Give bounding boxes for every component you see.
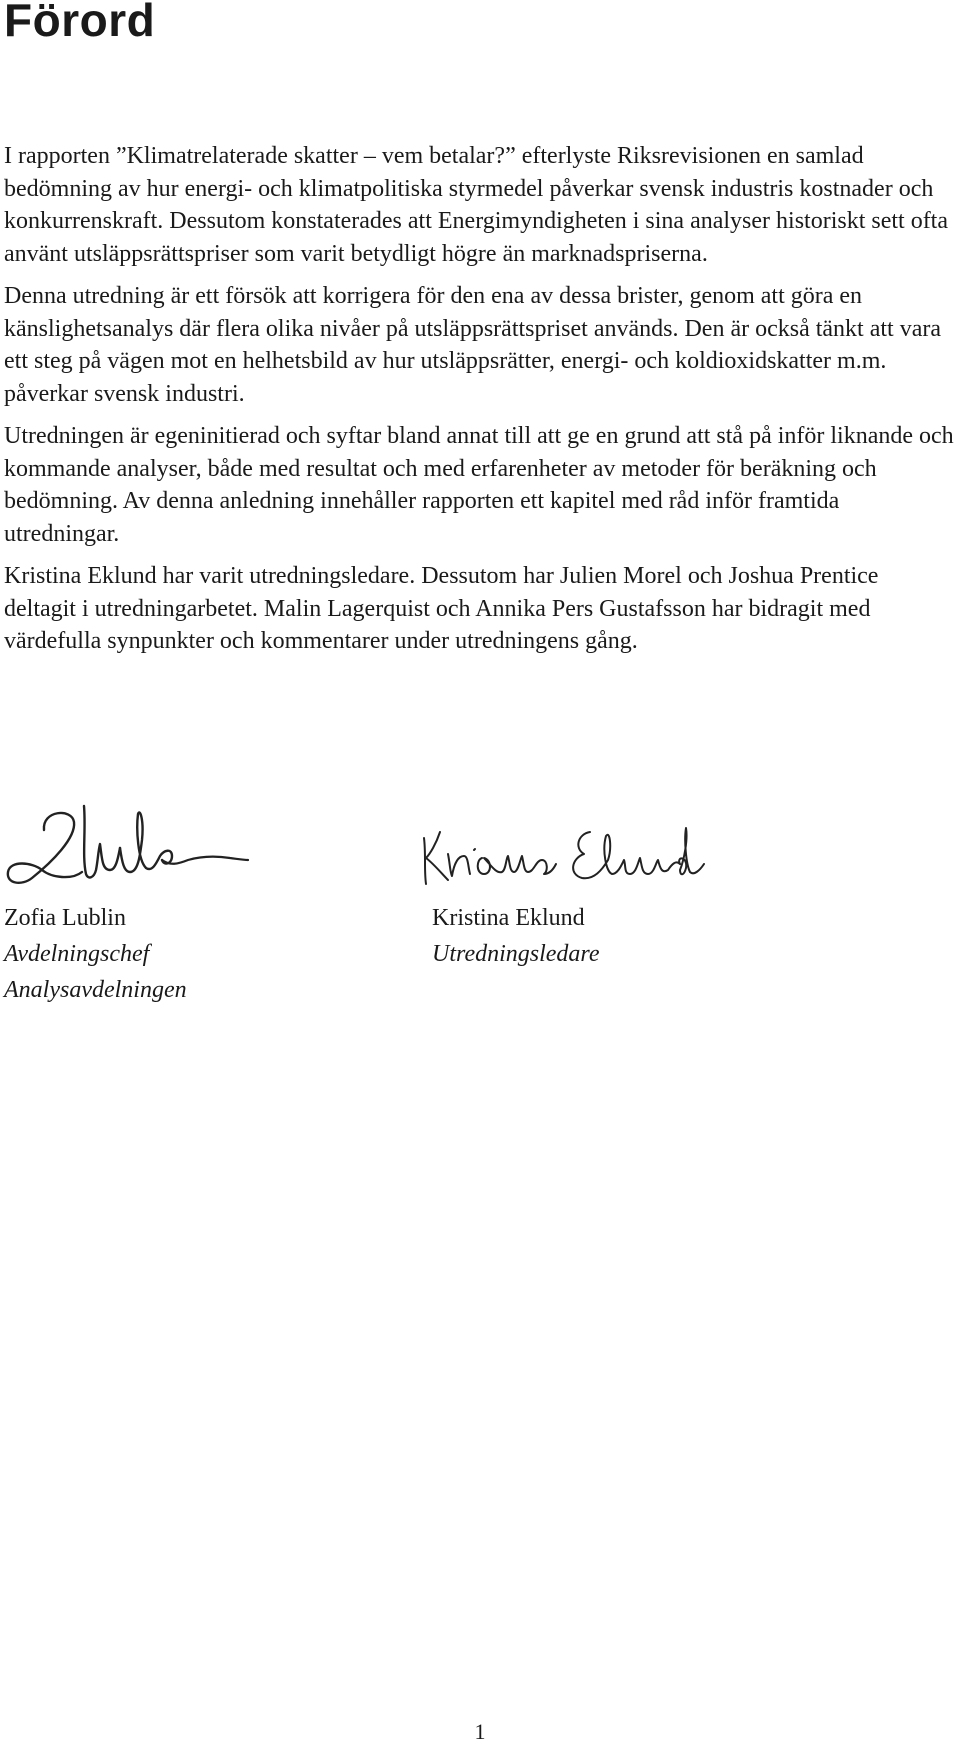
signatory-text xyxy=(432,900,600,972)
page-title: Förord xyxy=(4,0,156,46)
handwritten-signature-eklund xyxy=(418,820,708,890)
paragraph: Denna utredning är ett försök att korrigera för den ena av dessa brister, genom att göra en känslighetsanalys där flera olika nivåer på utsläppsrättspriset används. Den är också tänkt att vara ett steg på vägen mot en helhetsbild av hur utsläppsrätter, energi- och koldioxidskatter m.m. påverkar svensk industri. xyxy=(4,283,942,407)
signatory-title: Utredningsledare xyxy=(432,941,600,967)
handwritten-signature-lublin xyxy=(2,800,252,890)
signatory-title: Avdelningschef xyxy=(4,941,150,967)
paragraph: Utredningen är egeninitierad och syftar bland annat till att ge en grund att stå på inför liknande och kommande analyser, både med resultat och med erfarenheter av metoder för beräkning och bedömning. Av denna anledning innehåller rapporten ett kapitel med råd inför framtida utredningar. xyxy=(4,423,954,547)
signatory-text xyxy=(4,900,187,1008)
signatory-department: Analysavdelningen xyxy=(4,977,187,1003)
paragraph: Kristina Eklund har varit utredningsledare. Dessutom har Julien Morel och Joshua Prentice deltagit i utredningarbetet. Malin Lagerquist och Annika Pers Gustafsson har bidragit med värdefulla synpunkter och kommentarer under utredningens gång. xyxy=(4,563,879,654)
paragraph: I rapporten ”Klimatrelaterade skatter – vem betalar?” efterlyste Riksrevisionen en samlad bedömning av hur energi- och klimatpolitiska styrmedel påverkar svensk industris kostnader och konkurrenskraft. Dessutom konstaterades att Energimyndigheten i sina analyser historiskt sett ofta använt utsläppsrättspriser som varit betydligt högre än marknadspriserna. xyxy=(4,143,949,267)
signatory-name: Kristina Eklund xyxy=(432,905,585,931)
page-number: 1 xyxy=(474,1719,486,1744)
signatory-name: Zofia Lublin xyxy=(4,905,126,931)
foreword-body xyxy=(4,140,956,668)
